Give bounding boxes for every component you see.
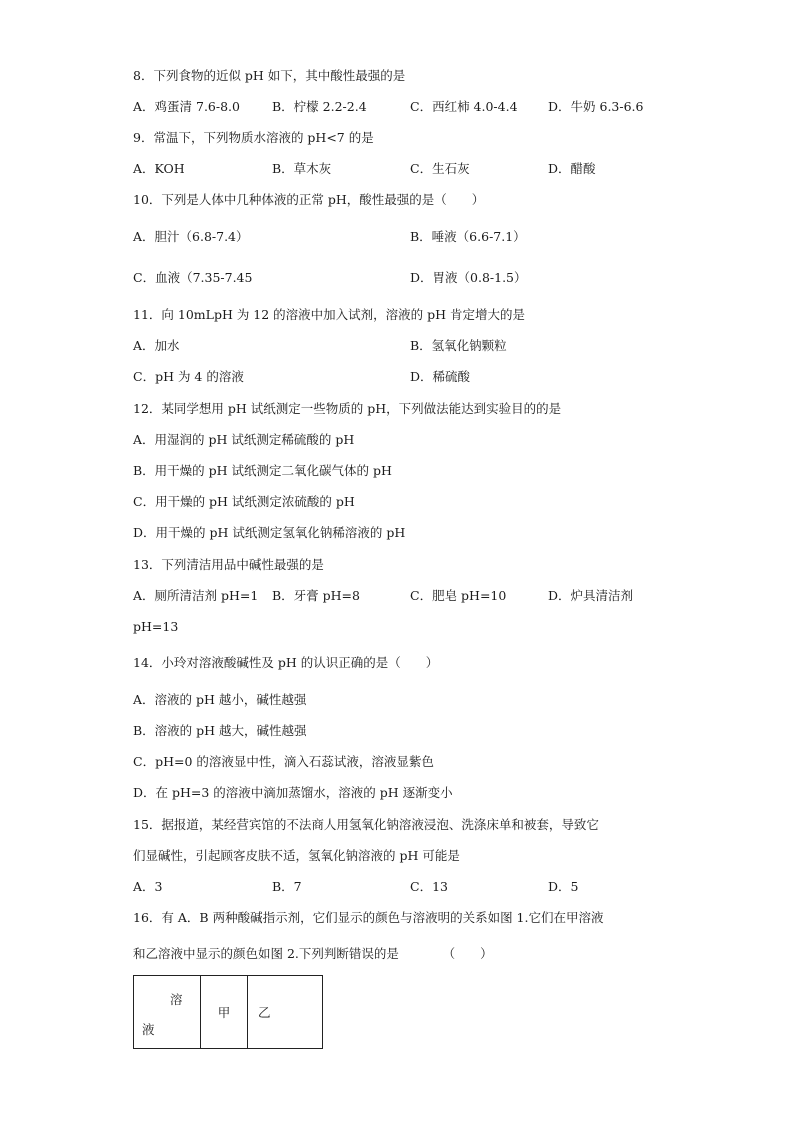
q14-stem: 14．小玲对溶液酸碱性及 pH 的认识正确的是（ ） — [133, 655, 439, 670]
q15-stem: 15．据报道，某经营宾馆的不法商人用氢氧化钠溶液浸泡、洗涤床单和被套，导致它 — [133, 817, 599, 832]
q15-stem-cont: 们显碱性，引起顾客皮肤不适，氢氧化钠溶液的 pH 可能是 — [133, 848, 460, 863]
q12-option-b: B．用干燥的 pH 试纸测定二氧化碳气体的 pH — [133, 463, 392, 478]
table-cell-yi: 乙 — [248, 976, 323, 1049]
table-cell-solution — [134, 976, 201, 1049]
q13-option-c: C．肥皂 pH=10 — [410, 588, 507, 603]
q13-option-b: B．牙膏 pH=8 — [272, 588, 360, 603]
q9-option-a: A．KOH — [133, 161, 185, 176]
q10-option-a: A．胆汁（6.8-7.4） — [133, 229, 249, 244]
indicator-table — [133, 975, 323, 1049]
q16-stem: 16．有 A．B 两种酸碱指示剂，它们显示的颜色与溶液明的关系如图 1.它们在甲溶液 — [133, 910, 604, 925]
q12-option-d: D．用干燥的 pH 试纸测定氢氧化钠稀溶液的 pH — [133, 525, 406, 540]
q8-option-c: C．西红柿 4.0-4.4 — [410, 99, 518, 114]
q15-option-d: D．5 — [548, 879, 579, 894]
q12-option-c: C．用干燥的 pH 试纸测定浓硫酸的 pH — [133, 494, 355, 509]
q13-option-a: A．厕所清洁剂 pH=1 — [133, 588, 259, 603]
q14-option-b: B．溶液的 pH 越大，碱性越强 — [133, 723, 307, 738]
q9-option-b: B．草木灰 — [272, 161, 332, 176]
q11-option-b: B．氢氧化钠颗粒 — [410, 338, 507, 353]
q12-option-a: A．用湿润的 pH 试纸测定稀硫酸的 pH — [133, 432, 355, 447]
q14-option-d: D．在 pH=3 的溶液中滴加蒸馏水，溶液的 pH 逐渐变小 — [133, 785, 453, 800]
q11-stem: 11．向 10mLpH 为 12 的溶液中加入试剂，溶液的 pH 肯定增大的是 — [133, 307, 526, 322]
q15-option-c: C．13 — [410, 879, 448, 894]
q13-option-d: D．炉具清洁剂 — [548, 588, 634, 603]
q13-stem: 13．下列清洁用品中碱性最强的是 — [133, 557, 324, 572]
q10-option-b: B．唾液（6.6-7.1） — [410, 229, 526, 244]
q8-option-d: D．牛奶 6.3-6.6 — [548, 99, 644, 114]
q15-option-b: B．7 — [272, 879, 302, 894]
q8-stem: 8．下列食物的近似 pH 如下，其中酸性最强的是 — [133, 68, 406, 83]
q11-option-c: C．pH 为 4 的溶液 — [133, 369, 244, 384]
q11-option-d: D．稀硫酸 — [410, 369, 471, 384]
q12-stem: 12．某同学想用 pH 试纸测定一些物质的 pH，下列做法能达到实验目的的是 — [133, 401, 562, 416]
table-row — [134, 976, 323, 1049]
q10-stem: 10．下列是人体中几种体液的正常 pH，酸性最强的是（ ） — [133, 192, 485, 207]
q8-option-b: B．柠檬 2.2-2.4 — [272, 99, 367, 114]
table-cell-text: 溶 — [170, 992, 183, 1007]
q11-option-a: A．加水 — [133, 338, 180, 353]
q9-option-d: D．醋酸 — [548, 161, 596, 176]
q9-option-c: C．生石灰 — [410, 161, 470, 176]
q10-option-c: C．血液（7.35-7.45 — [133, 270, 253, 285]
q16-stem-cont: 和乙溶液中显示的颜色如图 2.下列判断错误的是 （ ） — [133, 946, 493, 961]
q10-option-d: D．胃液（0.8-1.5） — [410, 270, 527, 285]
q13-option-d-wrap: pH=13 — [133, 619, 179, 634]
q14-option-a: A．溶液的 pH 越小，碱性越强 — [133, 692, 307, 707]
q9-stem: 9．常温下，下列物质水溶液的 pH<7 的是 — [133, 130, 374, 145]
q8-option-a: A．鸡蛋清 7.6-8.0 — [133, 99, 240, 114]
q14-option-c: C．pH=0 的溶液显中性，滴入石蕊试液，溶液显紫色 — [133, 754, 434, 769]
table-cell-text: 液 — [142, 1022, 155, 1037]
table-cell-jia: 甲 — [201, 976, 248, 1049]
q15-option-a: A．3 — [133, 879, 163, 894]
